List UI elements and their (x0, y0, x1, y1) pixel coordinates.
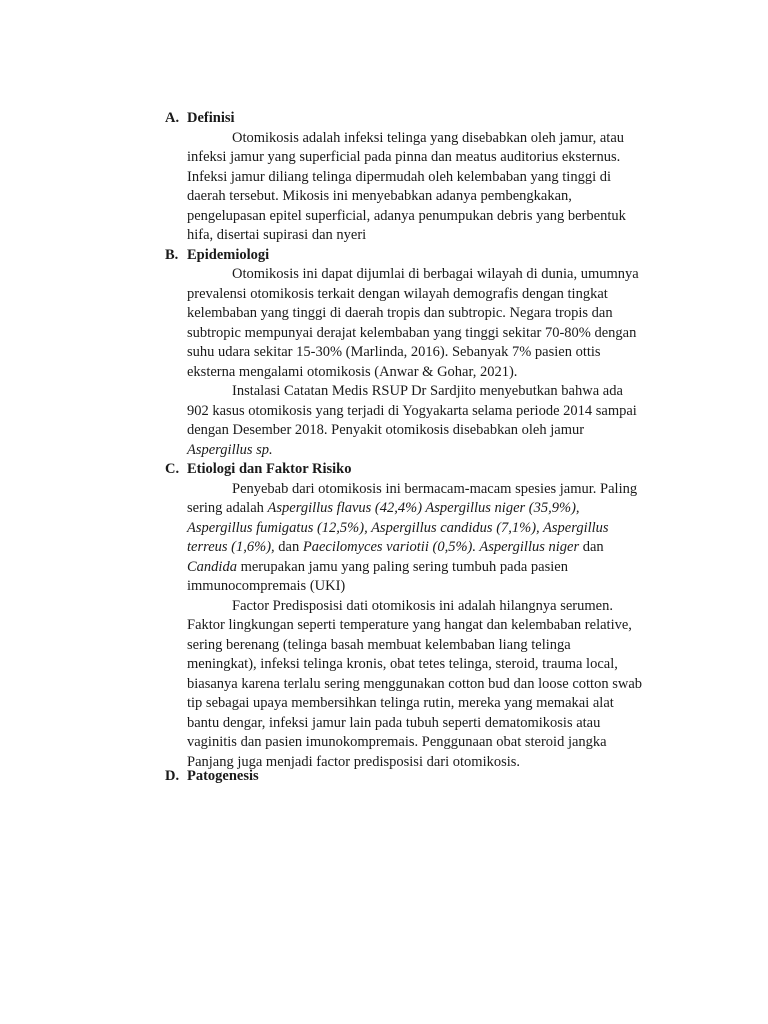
section-patogenesis (165, 767, 663, 787)
paragraph-line: suhu udara sekitar 15-30% (Marlinda, 2016). Sebanyak 7% pasien ottis (187, 344, 601, 360)
paragraph-line: Faktor lingkungan seperti temperature yang hangat dan kelembaban relative, (187, 617, 632, 633)
section-heading (165, 767, 663, 787)
paragraph-line: 902 kasus otomikosis yang terjadi di Yogyakarta selama periode 2014 sampai (187, 402, 637, 419)
section-title: Patogenesis (187, 768, 259, 784)
paragraph-line: daerah tersebut. Mikosis ini menyebabkan adanya pembengkakan, (187, 188, 572, 204)
text-run: dan (274, 539, 303, 555)
species-name: Aspergillus fumigatus (12,5%), Aspergillus candidus (7,1%), Aspergillus (187, 519, 609, 536)
section-heading (165, 246, 663, 266)
paragraph-line: tip sebagai upaya membersihkan telinga rutin, mereka yang memakai alat (187, 695, 614, 711)
paragraph-line: subtropic mempunyai derajat kelembaban yang tinggi sekitar 70-80% dengan (187, 324, 637, 341)
paragraph-line: Infeksi jamur diliang telinga dipermudah oleh kelembaban yang tinggi di (187, 168, 612, 185)
paragraph-line (187, 558, 663, 578)
section-title: Definisi (187, 110, 235, 126)
paragraph-line: sering berenang (telinga basah membuat kelembaban liang telinga (187, 636, 571, 653)
paragraph-line (187, 441, 663, 461)
section-letter: B. (165, 246, 179, 263)
paragraph-line: Otomikosis adalah infeksi telinga yang disebabkan oleh jamur, atau (232, 129, 625, 146)
section-title: Epidemiologi (187, 246, 270, 263)
species-name: Candida (187, 558, 237, 575)
section-body (187, 480, 663, 773)
paragraph-line (187, 538, 663, 558)
text-run: merupakan jamu yang paling sering tumbuh pada pasien (236, 558, 568, 575)
text-run: dan (579, 539, 604, 555)
paragraph-line: hifa, disertai supirasi dan nyeri (187, 227, 367, 243)
section-letter: C. (165, 461, 180, 477)
species-name: terreus (1,6%), (187, 539, 275, 555)
paragraph-line: infeksi jamur yang superficial pada pinna dan meatus auditorius eksternus. (187, 149, 621, 165)
paragraph-line: prevalensi otomikosis terkait dengan wilayah demografis dengan tingkat (187, 285, 608, 302)
paragraph-line: biasanya karena terlalu sering menggunakan cotton bud dan loose cotton swab (187, 675, 643, 692)
paragraph-line: dengan Desember 2018. Penyakit otomikosis disebabkan oleh jamur (187, 422, 585, 438)
section-etiologi (165, 460, 663, 772)
paragraph-line: meningkat), infeksi telinga kronis, obat tetes telinga, steroid, trauma local, (187, 656, 618, 672)
section-body (187, 265, 663, 460)
paragraph-line: Factor Predisposisi dati otomikosis ini adalah hilangnya serumen. (232, 597, 613, 614)
section-epidemiologi (165, 246, 663, 461)
species-name: Aspergillus flavus (42,4%) Aspergillus niger (35,9%), (267, 500, 580, 516)
paragraph-line (187, 499, 663, 519)
paragraph-line: kelembaban yang tinggi di daerah tropis dan subtropic. Negara tropis dan (187, 305, 613, 321)
section-heading (165, 109, 663, 129)
paragraph-line: pengelupasan epitel superficial, adanya penumpukan debris yang berbentuk (187, 207, 626, 224)
paragraph-line: eksterna mengalami otomikosis (Anwar & Gohar, 2021). (187, 363, 518, 380)
species-name: Paecilomyces variotii (0,5%). Aspergillus niger (302, 539, 580, 555)
section-letter: D. (165, 768, 180, 784)
paragraph-line: Penyebab dari otomikosis ini bermacam-macam spesies jamur. Paling (232, 480, 638, 497)
section-letter: A. (165, 110, 180, 126)
paragraph-line: bantu dengar, infeksi jamur lain pada tubuh seperti dematomikosis atau (187, 714, 601, 731)
paragraph-line: vaginitis dan pasien imunokompremais. Penggunaan obat steroid jangka (187, 734, 607, 750)
text-run: sering adalah (187, 500, 268, 516)
section-heading (165, 460, 663, 480)
paragraph-line: Otomikosis ini dapat dijumlai di berbagai wilayah di dunia, umumnya (232, 266, 639, 282)
species-name: Aspergillus sp. (187, 441, 273, 458)
section-body (187, 129, 663, 246)
paragraph-line (187, 519, 663, 539)
paragraph-line: Panjang juga menjadi factor predisposisi dari otomikosis. (187, 753, 521, 770)
paragraph-line: immunocompremais (UKI) (187, 578, 346, 594)
paragraph-line: Instalasi Catatan Medis RSUP Dr Sardjito menyebutkan bahwa ada (232, 383, 623, 399)
section-title: Etiologi dan Faktor Risiko (187, 461, 352, 477)
section-definisi (165, 109, 663, 246)
